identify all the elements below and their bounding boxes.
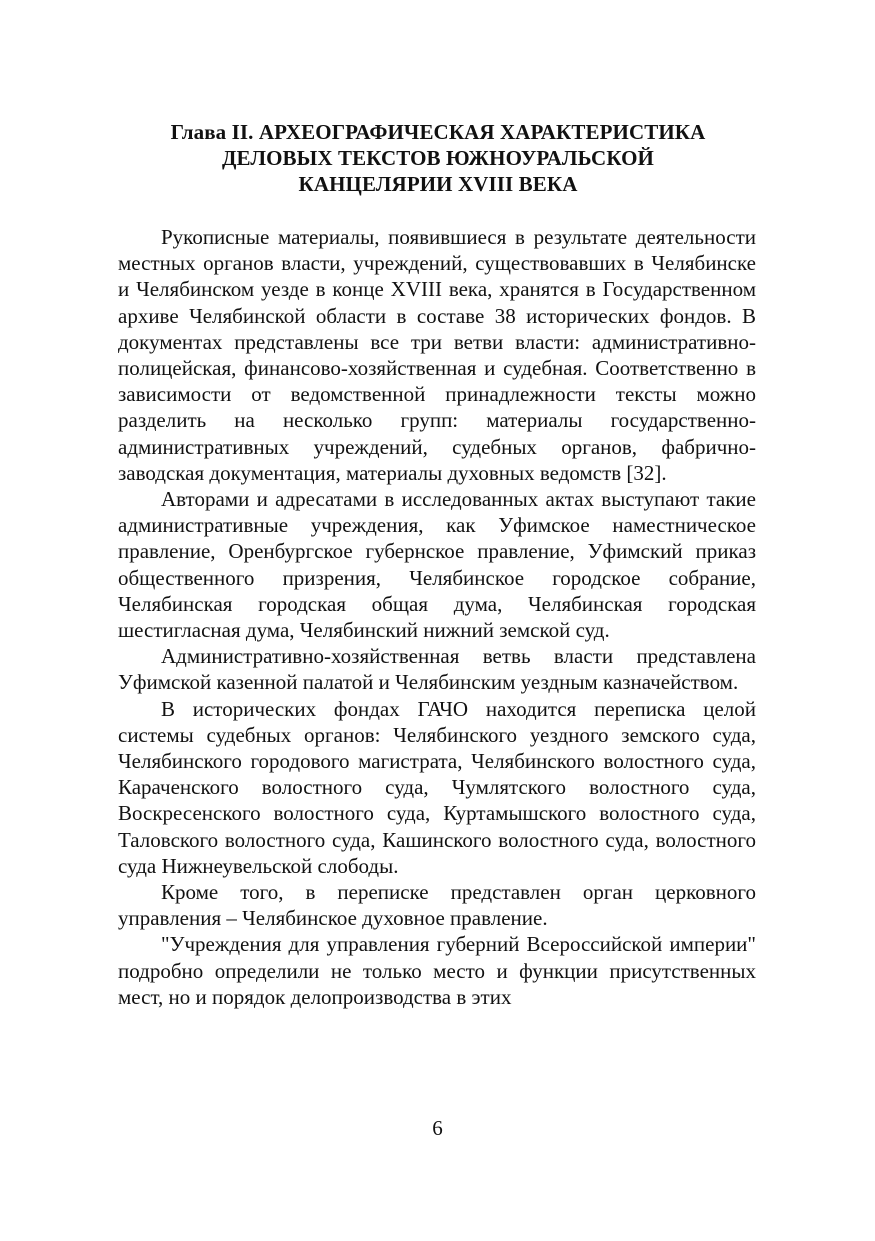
paragraph-administrative-institutions: Авторами и адресатами в исследованных актах выступают такие административные учреждения, как Уфимское наместническое правление, Оренбургское губернское правление, Уфимский приказ общественного призрения, Челябинское городское собрание, Челябинская городская общая дума, Челябинская городская шестигласная дума, Челябинский нижний земской суд. [118,487,756,643]
chapter-title-line: КАНЦЕЛЯРИИ XVIII ВЕКА [298,172,578,196]
paragraph-church-administration: Кроме того, в переписке представлен орган церковного управления – Челябинское духовное правление. [118,880,756,931]
page-number: 6 [432,1116,443,1140]
paragraph-archive-overview: Рукописные материалы, появившиеся в результате деятельности местных органов власти, учреждений, существовавших в Челябинске и Челябинском уезде в конце XVIII века, хранятся в Государственном архиве Челябинской области в составе 38 исторических фондов. В документах представлены все три ветви власти: административно-полицейская, финансово-хозяйственная и судебная. Соответственно в зависимости от ведомственной принадлежности тексты можно разделить на несколько групп: материалы государственно-административных учреждений, судебных органов, фабрично-заводская документация, материалы духовных ведомств [32]. [118,225,756,485]
body-text [118,224,756,1010]
paragraph-judicial-bodies: В исторических фондах ГАЧО находится переписка целой системы судебных органов: Челябинского уездного земского суда, Челябинского городового магистрата, Челябинского волостного суда, Караченского волостного суда, Чумлятского волостного суда, Воскресенского волостного суда, Куртамышского волостного суда, Таловского волостного суда, Кашинского волостного суда, волостного суда Нижнеувельской слободы. [118,696,756,878]
chapter-title-line: ДЕЛОВЫХ ТЕКСТОВ ЮЖНОУРАЛЬСКОЙ [221,146,654,170]
chapter-title-line: Глава II. АРХЕОГРАФИЧЕСКАЯ ХАРАКТЕРИСТИКА [170,120,706,144]
paragraph-institutions-decree: "Учреждения для управления губерний Всероссийской империи" подробно определили не только место и функции присутственных мест, но и порядок делопроизводства в этих [118,932,756,1009]
paragraph-economic-branch: Административно-хозяйственная ветвь власти представлена Уфимской казенной палатой и Челябинским уездным казначейством. [118,644,756,695]
chapter-title [118,119,758,197]
